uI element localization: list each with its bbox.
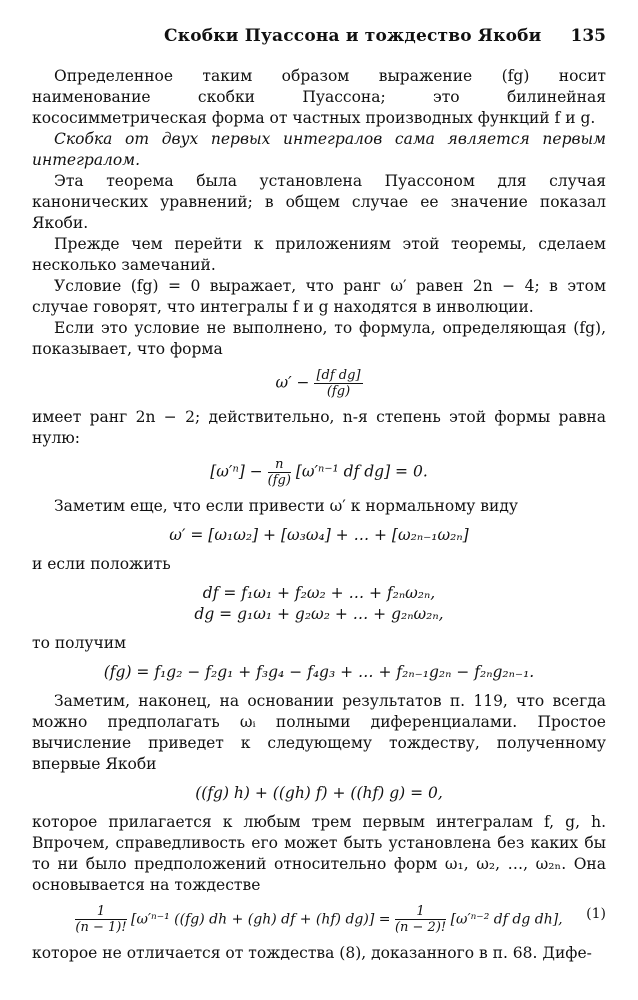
equation-6: ((fg) h) + ((gh) f) + ((hf) g) = 0, [195,784,443,802]
eq1-denominator: (fg) [326,384,351,399]
eq7-fraction-2 [395,904,446,935]
eq2-numerator: n [268,457,291,473]
paragraph-5: Условие (fg) = 0 выражает, что ранг ω′ равен 2n − 4; в этом случае говорят, что интегралы f и g находятся в инволюции. [32,277,606,316]
equation-4b: dg = g₁ω₁ + g₂ω₂ + … + g₂ₙω₂ₙ, [194,605,444,623]
eq1-left: ω′ − [275,373,310,392]
eq2-right: [ω′ⁿ⁻¹ df dg] = 0. [295,462,428,481]
eq7-denominator-2: (n − 2)! [394,920,447,935]
page-number: 135 [570,26,606,46]
eq7-numerator-2: 1 [395,904,446,920]
paragraph-8: Заметим еще, что если привести ω′ к нормальному виду [54,497,519,515]
eq2-denominator: (fg) [267,473,291,488]
eq7-middle: [ω′ⁿ⁻¹ ((fg) dh + (gh) df + (hf) dg)] = [131,911,391,928]
eq7-fraction-1 [75,904,126,935]
paragraph-4: Прежде чем перейти к приложениям этой теоремы, сделаем несколько замечаний. [32,235,606,274]
eq2-fraction [268,457,291,488]
paragraph-7: имеет ранг 2n − 2; действительно, n-я степень этой формы равна нулю: [32,408,606,447]
equation-label: (1) [586,906,606,922]
equation-7 [32,904,606,935]
paragraph-10: то получим [32,634,127,652]
body-text [32,66,606,964]
paragraph-6: Если это условие не выполнено, то формула, определяющая (fg), показывает, что форма [32,319,606,358]
equation-2 [32,457,606,488]
eq1-fraction [314,368,362,399]
paragraph-12: которое прилагается к любым трем первым интегралам f, g, h. Впрочем, справедливость его может быть установлена без каких бы то ни было предположений относительно форм ω₁, ω₂, …, ω₂ₙ. Она основывается на тождестве [32,813,606,894]
paragraph-9: и если положить [32,555,171,573]
eq7-numerator-1: 1 [75,904,126,920]
paragraph-13: которое не отличается от тождества (8), доказанного в п. 68. Дифе- [32,944,592,962]
running-title: Скобки Пуассона и тождество Якоби [164,26,542,46]
equation-3: ω′ = [ω₁ω₂] + [ω₃ω₄] + … + [ω₂ₙ₋₁ω₂ₙ] [169,526,469,544]
eq1-numerator: [df dg] [316,368,361,383]
paragraph-3: Эта теорема была установлена Пуассоном для случая канонических уравнений; в общем случае ее значение показал Якоби. [32,172,606,232]
eq7-right: [ω′ⁿ⁻² df dg dh], [450,911,563,928]
equation-1 [32,368,606,399]
eq7-denominator-1: (n − 1)! [75,920,127,935]
equation-5: (fg) = f₁g₂ − f₂g₁ + f₃g₄ − f₄g₃ + … + f₂ₙ₋₁g₂ₙ − f₂ₙg₂ₙ₋₁. [103,663,535,681]
page-header [56,22,606,52]
paragraph-11: Заметим, наконец, на основании результатов п. 119, что всегда можно предполагать ωᵢ полными диференциалами. Простое вычисление приведет к следующему тождеству, полученному впервые Якоби [32,692,606,773]
paragraph-1: Определенное таким образом выражение (fg) носит наименование скобки Пуассона; это билинейная кососимметрическая форма от частных производных функций f и g. [32,67,606,127]
eq2-left: [ω′ⁿ] − [210,462,263,481]
equation-4a: df = f₁ω₁ + f₂ω₂ + … + f₂ₙω₂ₙ, [202,584,436,602]
theorem-statement: Скобка от двух первых интегралов сама является первым интегралом. [32,130,606,169]
